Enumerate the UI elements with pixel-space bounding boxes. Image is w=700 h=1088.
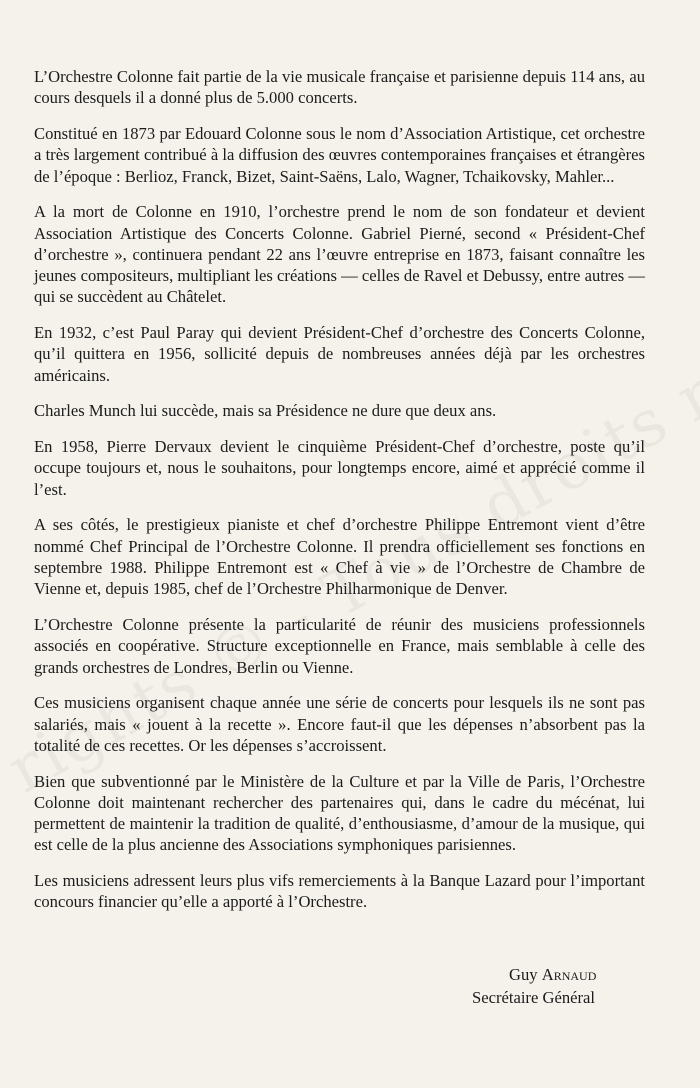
signatory-title: Secrétaire Général: [472, 988, 595, 1007]
paragraph: Les musiciens adressent leurs plus vifs remerciements à la Banque Lazard pour l’important concours financier qu’elle a apporté à l’Orchestre.: [34, 871, 645, 912]
document-body: [34, 66, 645, 927]
paragraph: Constitué en 1873 par Edouard Colonne sous le nom d’Association Artistique, cet orchestre a très largement contribué à la diffusion des œuvres contemporaines françaises et étrangères de l’époque : Berlioz, Franck, Bizet, Saint-Saëns, Lalo, Wagner, Tchaikovsky, Mahler...: [34, 123, 645, 186]
paragraph: A ses côtés, le prestigieux pianiste et chef d’orchestre Philippe Entremont vient d’être nommé Chef Principal de l’Orchestre Colonne. Il prendra officiellement ses fonctions en septembre 1988. Philippe Entremont est « Chef à vie » de l’Orchestre de Chambre de Vienne et, depuis 1985, chef de l’Orchestre Philharmonique de Denver.: [34, 515, 645, 599]
signatory-name: [472, 963, 596, 986]
paragraph: Ces musiciens organisent chaque année une série de concerts pour lesquels ils ne sont pas salariés, mais « jouent à la recette ». Encore faut-il que les dépenses n’absorbent pas la totalité de ces recettes. Or les dépenses s’accroissent.: [34, 693, 645, 755]
paragraph: L’Orchestre Colonne fait partie de la vie musicale française et parisienne depuis 114 ans, au cours desquels il a donné plus de 5.000 concerts.: [34, 67, 645, 108]
signature-block: [472, 963, 596, 1009]
paragraph: En 1958, Pierre Dervaux devient le cinquième Président-Chef d’orchestre, poste qu’il occupe toujours et, nous le souhaitons, pour longtemps encore, aimé et apprécié comme il l’est.: [34, 437, 645, 499]
signatory-last-name: Arnaud: [541, 965, 597, 984]
paragraph: L’Orchestre Colonne présente la particularité de réunir des musiciens professionnels associés en coopérative. Structure exceptionnelle en France, mais semblable à celle des grands orchestres de Londres, Berlin ou Vienne.: [34, 614, 645, 677]
paragraph: Charles Munch lui succède, mais sa Présidence ne dure que deux ans.: [34, 401, 497, 421]
paragraph: Bien que subventionné par le Ministère de la Culture et par la Ville de Paris, l’Orchestre Colonne doit maintenant rechercher des partenaires qui, dans le cadre du mécénat, lui permettent de maintenir la tradition de qualité, d’enthousiasme, d’amour de la musique, qui est celle de la plus ancienne des Associations symphoniques parisiennes.: [34, 771, 645, 855]
paragraph: En 1932, c’est Paul Paray qui devient Président-Chef d’orchestre des Concerts Colonne, qu’il quittera en 1956, sollicité depuis de nombreuses années déjà par les orchestres américains.: [34, 323, 645, 385]
paragraph: A la mort de Colonne en 1910, l’orchestre prend le nom de son fondateur et devient Association Artistique des Concerts Colonne. Gabriel Pierné, second « Président-Chef d’orchestre », continuera pendant 22 ans l’œuvre entreprise en 1873, faisant connaître les jeunes compositeurs, multipliant les créations — celles de Ravel et Debussy, entre autres — qui se succèdent au Châtelet.: [34, 202, 645, 307]
signatory-first-name: Guy: [509, 965, 538, 984]
